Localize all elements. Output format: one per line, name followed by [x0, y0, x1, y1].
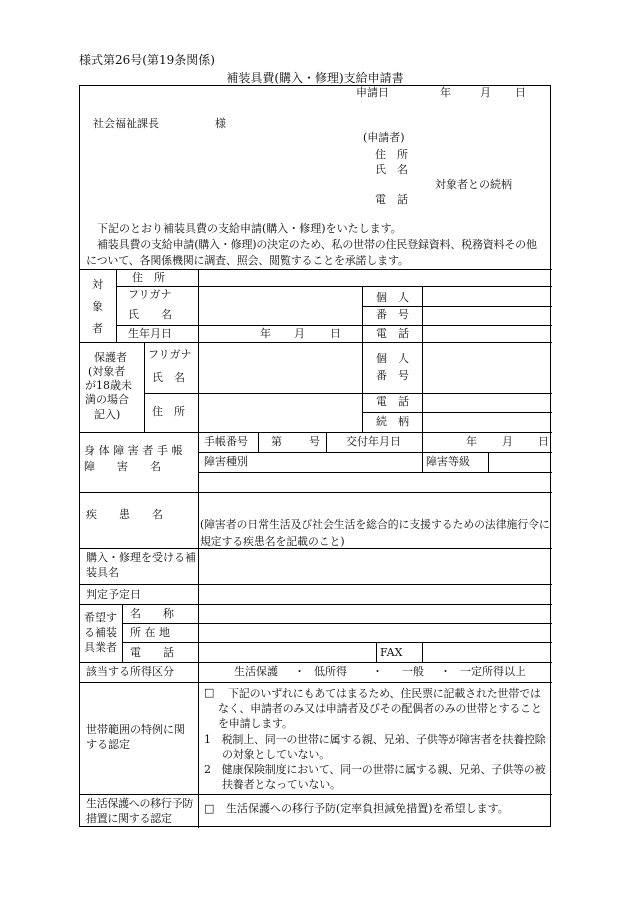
income-option-low: 低所得: [314, 665, 347, 678]
guardian-relation-label: 続 柄: [376, 415, 409, 428]
welfare-transition-checkbox[interactable]: □: [204, 802, 215, 815]
income-option-high: 一定所得以上: [460, 665, 526, 678]
rule-judgment-bottom: [80, 604, 552, 605]
judgment-date-label: 判定予定日: [86, 588, 141, 601]
rule-v-guardian-label: [144, 342, 145, 432]
rule-v-grade-1: [422, 452, 423, 472]
consent-statement: 補装具費の支給申請(購入・修理)の決定のため、私の世帯の住民登録資料、税務資料その他について、各関係機関に調査、照会、閲覧することを承諾します。: [86, 238, 537, 267]
date-day-label: 日: [515, 86, 526, 99]
guardian-label-line-4: 満の場合: [85, 393, 129, 406]
disability-label-line-2: 障 害 名: [84, 460, 161, 473]
date-year-label: 年: [440, 86, 451, 99]
subject-label-char-2: 象: [92, 300, 103, 313]
guardian-kojin-label: 個 人: [376, 352, 409, 365]
rule-v-subject-label: [116, 269, 117, 342]
rule-disability-2: [198, 472, 552, 473]
rule-guardian-1: [144, 393, 552, 394]
techo-number-label: 手帳番号: [204, 435, 248, 448]
rule-v-grade-2: [488, 452, 489, 472]
rule-header-bottom: [80, 269, 552, 270]
applicant-name-label: 氏 名: [375, 163, 408, 176]
income-separator-2: ・: [372, 665, 383, 678]
subject-name-label: 氏 名: [128, 308, 172, 321]
relation-label: 対象者との続柄: [435, 178, 512, 191]
device-label: 購入・修理を受ける補装具名: [86, 551, 196, 579]
vendor-fax-label: FAX: [380, 646, 403, 659]
welfare-transition-text: 生活保護への移行予防(定率負担減免措置)を希望します。: [226, 802, 509, 815]
application-date-label: 申請日: [356, 86, 389, 99]
form-number: 様式第26号(第19条関係): [79, 53, 215, 67]
rule-v-techo-2: [326, 432, 327, 452]
rule-device-bottom: [80, 584, 552, 585]
techo-go: 号: [309, 435, 320, 448]
subject-birth-day: 日: [330, 327, 341, 340]
subject-label-char-1: 対: [92, 278, 103, 291]
addressee-sama: 様: [215, 117, 226, 130]
household-checkbox[interactable]: □: [204, 686, 215, 699]
income-separator-3: ・: [440, 665, 451, 678]
guardian-label-line-3: が18歳未: [85, 379, 132, 392]
rule-vendor-1: [122, 623, 552, 624]
subject-furigana-label: フリガナ: [128, 288, 172, 301]
rule-v-main-label: [198, 432, 199, 828]
disease-note: (障害者の日常生活及び社会生活を総合的に支援するための法律施行令に規定する疾患名を記載のこと): [200, 518, 550, 548]
rule-subject-2: [362, 306, 552, 307]
addressee: 社会福祉課長: [93, 117, 159, 130]
rule-subject-1: [116, 286, 552, 287]
rule-disability-1: [198, 452, 552, 453]
application-form: [79, 85, 551, 827]
household-item-2: 2 健康保険制度において、同一の世帯に属する親、兄弟、子供等の被扶養者となっていない。: [204, 763, 546, 791]
guardian-label-line-1: 保護者: [94, 351, 127, 364]
issue-year: 年: [466, 435, 477, 448]
guardian-address-label: 住 所: [152, 405, 185, 418]
rule-v-guardian-field: [198, 342, 199, 432]
rule-v-techo-1: [258, 432, 259, 452]
document-title: 補装具費(購入・修理)支給申請書: [226, 71, 404, 85]
disability-grade-label: 障害等級: [426, 455, 470, 468]
rule-v-guardian-right-2: [422, 342, 423, 432]
subject-birth-year: 年: [260, 327, 271, 340]
rule-v-fax-2: [422, 642, 423, 662]
subject-birth-month: 月: [294, 327, 305, 340]
date-month-label: 月: [480, 86, 491, 99]
rule-v-fax-1: [376, 642, 377, 662]
vendor-location-label: 所 在 地: [130, 626, 170, 639]
household-text: 下記のいずれにもあてはまるため、住民票に記載された世帯ではなく、申請者のみ又は申請者及びその配偶者のみの世帯とすることを申請します。: [218, 687, 542, 730]
guardian-furigana-label: フリガナ: [148, 348, 192, 361]
rule-disability-bottom: [80, 492, 552, 493]
vendor-phone-label: 電 話: [130, 646, 174, 659]
rule-v-subject-right-2: [422, 286, 423, 342]
rule-v-guardian-right-1: [362, 342, 363, 432]
income-label: 該当する所得区分: [86, 665, 174, 678]
rule-guardian-bottom: [80, 432, 552, 433]
guardian-phone-label: 電 話: [376, 395, 409, 408]
rule-v-subject-right-1: [362, 286, 363, 342]
issue-date-label: 交付年月日: [346, 435, 401, 448]
welfare-transition-label: 生活保護への移行予防措置に関する認定: [86, 797, 193, 825]
household-item-1: 1 税制上、同一の世帯に属する親、兄弟、子供等が障害者を扶養控除の対象としていない。: [204, 733, 546, 761]
subject-kojin-label: 個 人: [376, 291, 409, 304]
applicant-label: (申請者): [363, 131, 405, 144]
rule-v-techo-3: [422, 432, 423, 452]
rule-v-vendor-label: [122, 604, 123, 662]
rule-vendor-2: [122, 642, 552, 643]
rule-household-bottom: [80, 794, 552, 795]
guardian-label-line-2: (対象者: [88, 365, 126, 378]
applicant-phone-label: 電 話: [375, 193, 408, 206]
subject-birthdate-label: 生年月日: [128, 327, 172, 340]
rule-subject-3: [116, 325, 552, 326]
vendor-label: 希望する補装具業者: [84, 611, 117, 654]
subject-label-char-3: 者: [92, 322, 103, 335]
techo-dai: 第: [271, 435, 282, 448]
income-option-welfare: 生活保護: [234, 665, 278, 678]
disease-label: 疾 患 名: [86, 508, 163, 521]
rule-guardian-2: [362, 412, 552, 413]
rule-subject-bottom: [80, 342, 552, 343]
disability-type-label: 障害種別: [204, 455, 248, 468]
subject-address-label: 住 所: [132, 271, 165, 284]
issue-month: 月: [502, 435, 513, 448]
income-separator-1: ・: [294, 665, 305, 678]
applicant-address-label: 住 所: [375, 148, 408, 161]
guardian-bango-label: 番 号: [376, 369, 409, 382]
guardian-label-line-5: 記入): [94, 408, 121, 421]
vendor-name-label: 名 称: [130, 607, 174, 620]
rule-vendor-bottom: [80, 662, 552, 663]
rule-v-subject-field: [198, 269, 199, 342]
issue-day: 日: [538, 435, 549, 448]
subject-phone-label: 電 話: [376, 327, 409, 340]
income-option-general: 一般: [402, 665, 424, 678]
guardian-name-label: 氏 名: [152, 371, 185, 384]
subject-bango-label: 番 号: [376, 308, 409, 321]
rule-income-bottom: [80, 682, 552, 683]
application-statement: 下記のとおり補装具費の支給申請(購入・修理)をいたします。: [97, 222, 402, 235]
disability-label-line-1: 身体障害者手帳: [84, 444, 187, 457]
household-label: 世帯範囲の特例に関する認定: [86, 723, 185, 751]
